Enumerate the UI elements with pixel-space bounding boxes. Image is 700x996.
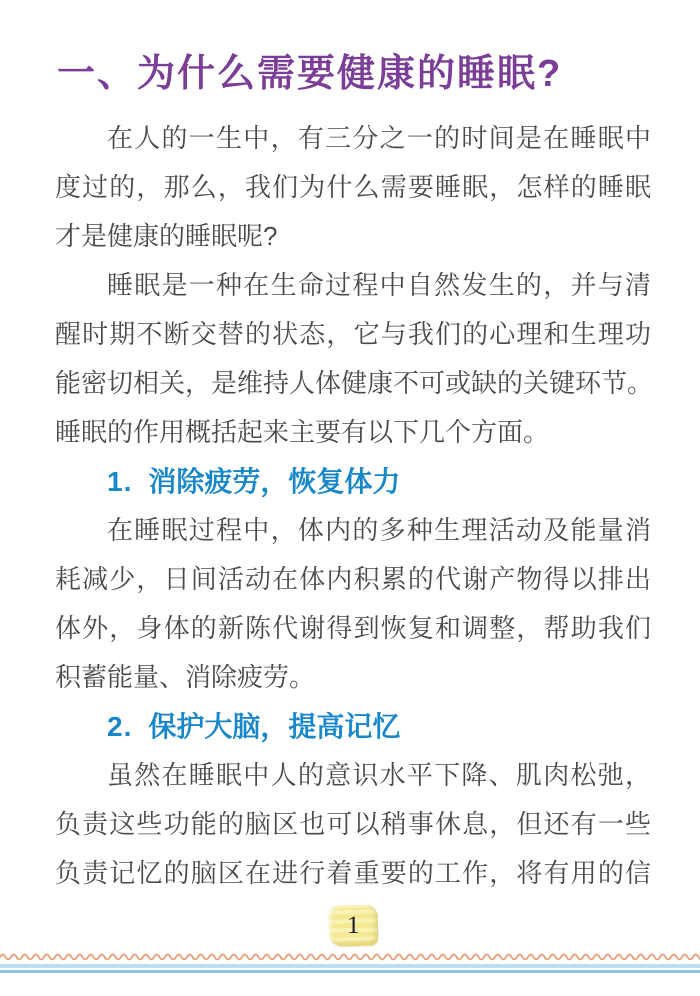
text-line: 睡眠的作用概括起来主要有以下几个方面。 <box>55 417 550 447</box>
text-line: 负责这些功能的脑区也可以稍事休息，但还有一些 <box>55 809 651 839</box>
page-number-note <box>328 904 378 946</box>
paragraph <box>55 751 651 898</box>
page-title: 一、为什么需要健康的睡眠? <box>57 53 563 95</box>
text-line: 负责记忆的脑区在进行着重要的工作，将有用的信 <box>55 858 651 888</box>
article-content <box>55 114 654 898</box>
text-line: 体外，身体的新陈代谢得到恢复和调整，帮助我们 <box>55 613 651 643</box>
text-line: 才是健康的睡眠呢? <box>55 221 278 251</box>
text-line: 虽然在睡眠中人的意识水平下降、肌肉松弛， <box>107 760 651 790</box>
subheading <box>55 457 651 506</box>
paragraph <box>55 114 651 261</box>
page-number: 1 <box>347 911 360 939</box>
text-line: 在睡眠过程中，体内的多种生理活动及能量消 <box>107 515 651 545</box>
paragraph <box>55 261 654 457</box>
subheading-number: 2. <box>107 711 133 742</box>
paragraph <box>55 506 651 702</box>
text-line: 能密切相关，是维持人体健康不可或缺的关键环节。 <box>55 368 654 398</box>
wavy-line-decoration <box>0 951 700 961</box>
text-line: 在人的一生中，有三分之一的时间是在睡眠中 <box>107 123 651 153</box>
wavy-line-path <box>0 955 700 960</box>
subheading-label: 消除疲劳，恢复体力 <box>148 466 401 497</box>
subheading-label: 保护大脑，提高记忆 <box>148 711 401 742</box>
text-line: 积蓄能量、消除疲劳。 <box>55 662 316 692</box>
subheading <box>55 702 651 751</box>
footer-rule-light <box>0 964 700 968</box>
text-line: 耗减少，日间活动在体内积累的代谢产物得以排出 <box>55 564 651 594</box>
text-line: 醒时期不断交替的状态，它与我们的心理和生理功 <box>55 319 651 349</box>
subheading-number: 1. <box>107 466 133 497</box>
footer-rule-dark <box>0 970 700 973</box>
text-line: 睡眠是一种在生命过程中自然发生的，并与清 <box>107 270 651 300</box>
text-line: 度过的，那么，我们为什么需要睡眠，怎样的睡眠 <box>55 172 651 202</box>
